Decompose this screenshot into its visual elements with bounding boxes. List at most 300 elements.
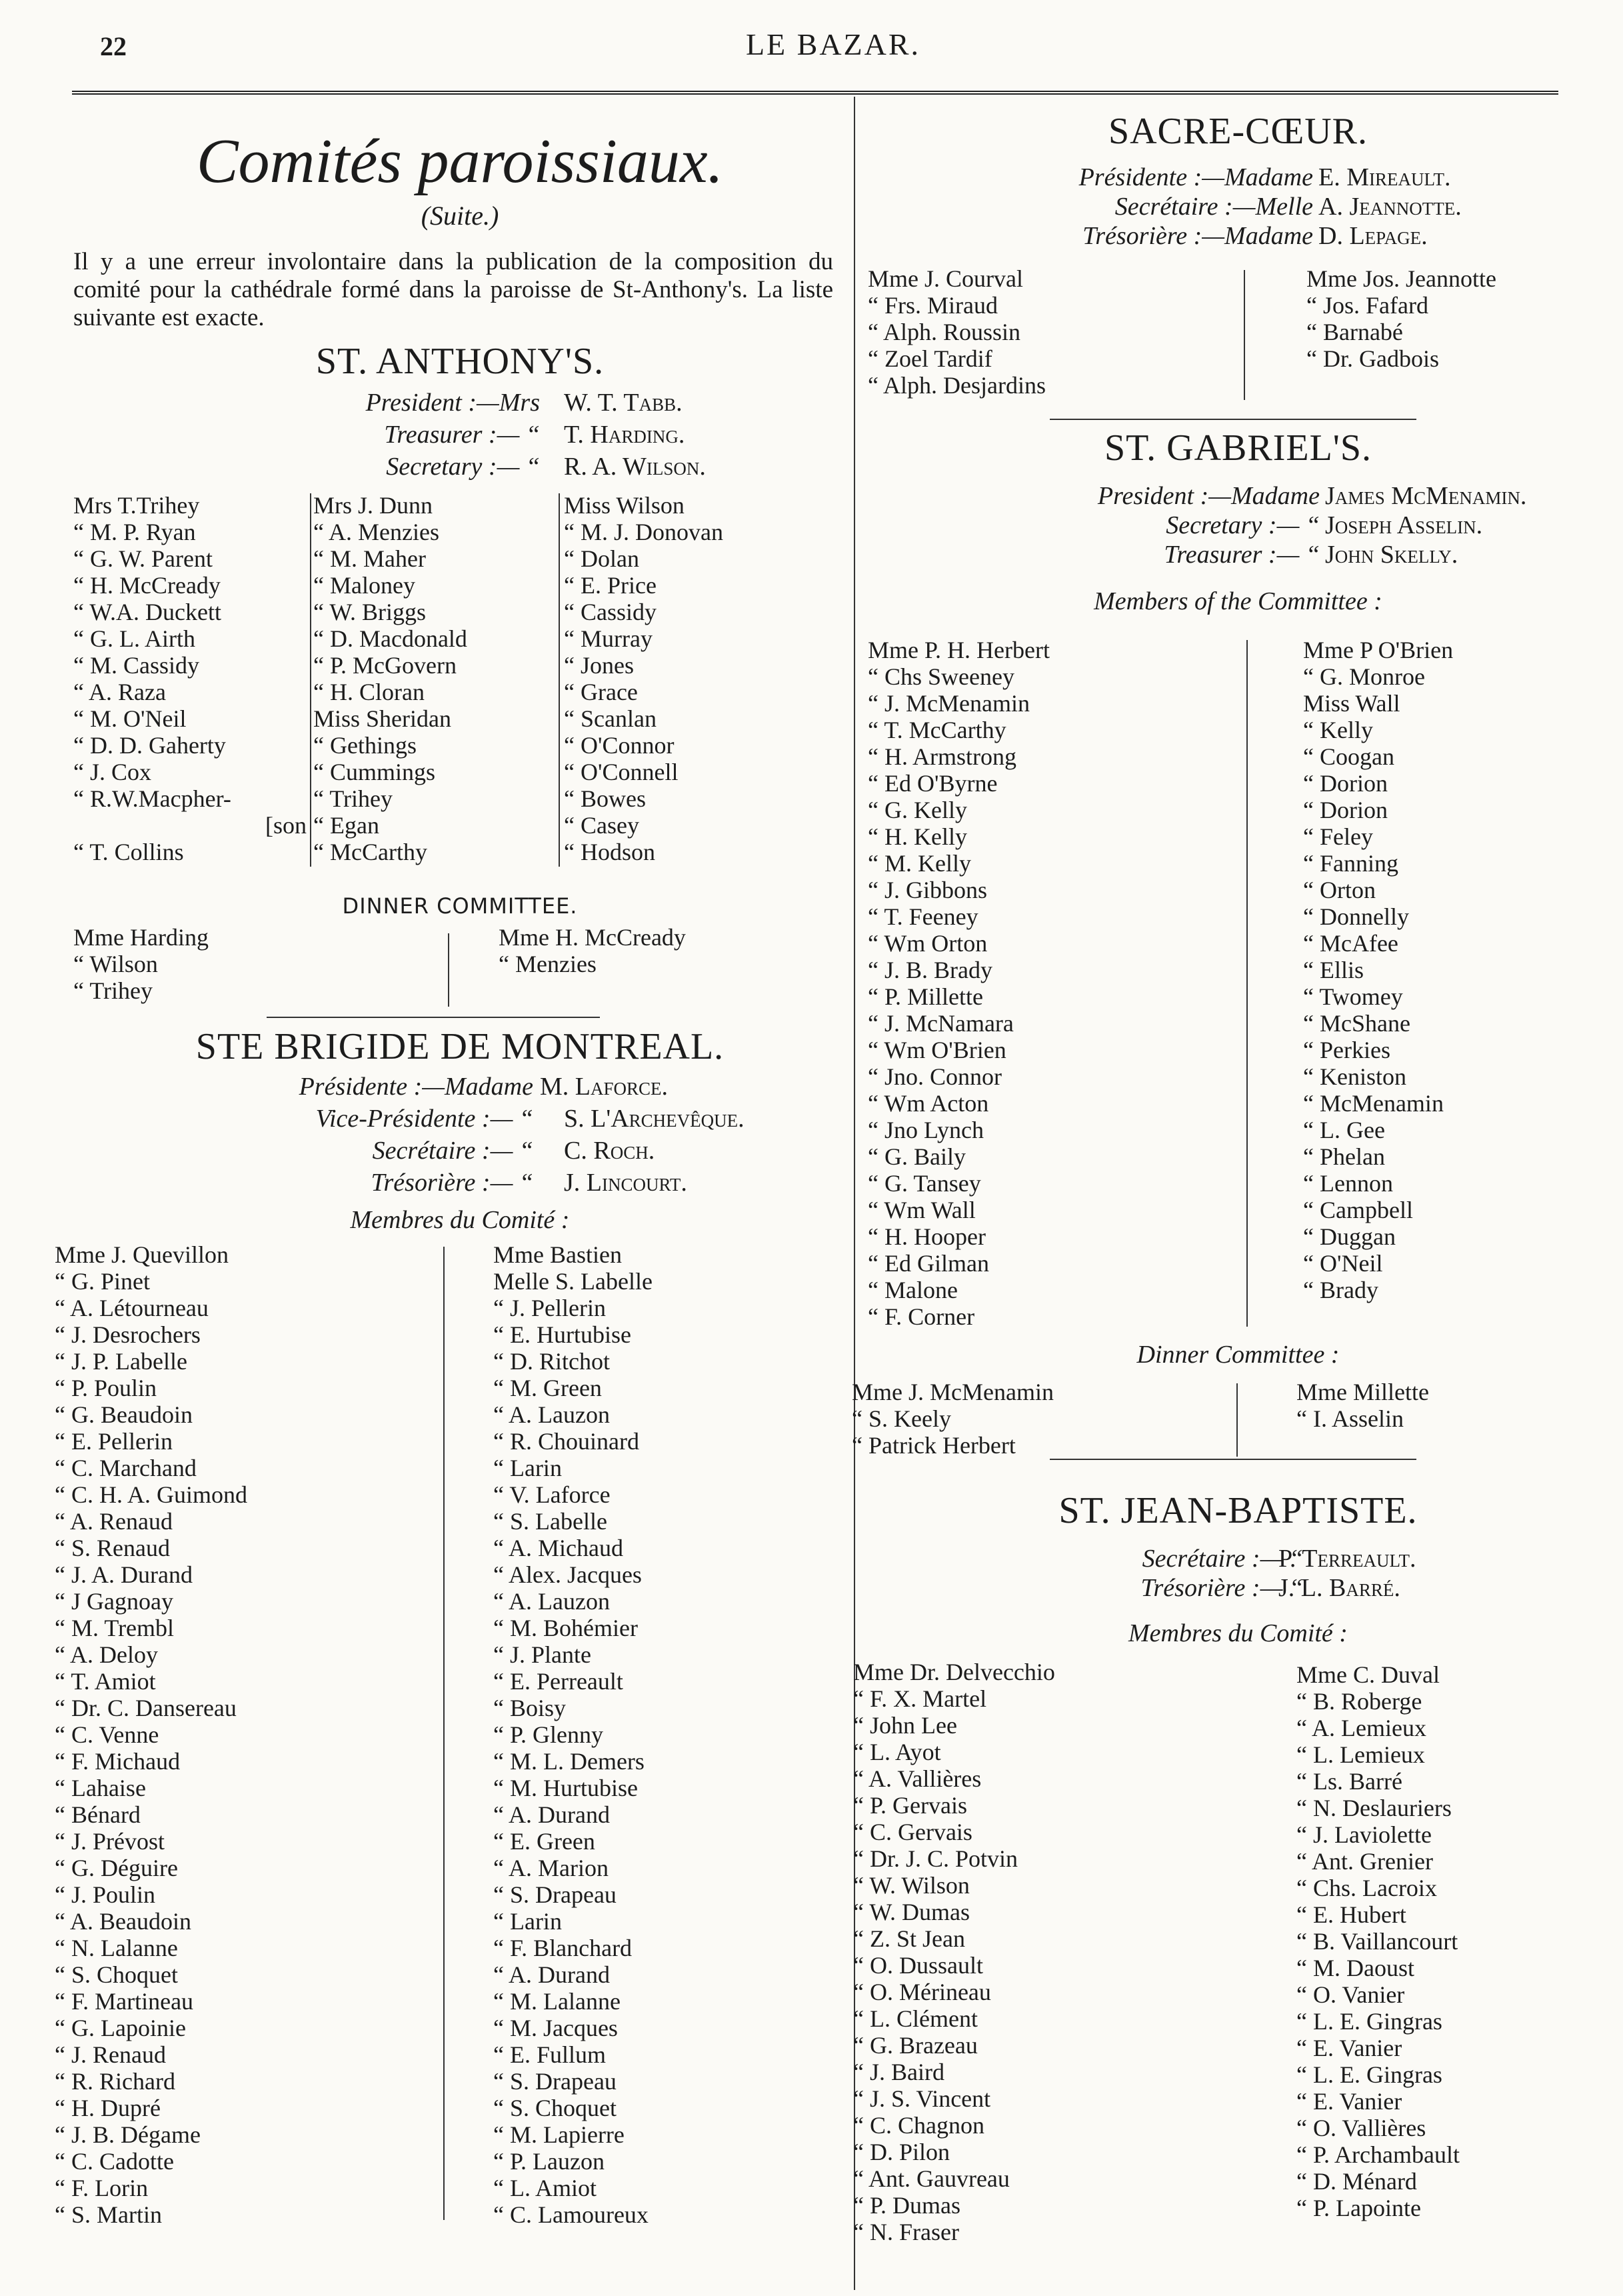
member-entry: “ B. Roberge (1296, 1688, 1422, 1715)
member-entry: “ J. McNamara (868, 1010, 1014, 1037)
member-entry: “ Fanning (1303, 850, 1398, 877)
member-entry: Miss Wall (1303, 690, 1400, 717)
officer-name: W. T. Tabb. (564, 389, 683, 417)
list-divider (448, 933, 449, 1007)
member-entry: “ P. Poulin (55, 1375, 157, 1401)
officer-row (860, 511, 1616, 540)
officer-role: Treasurer :— “ (1164, 541, 1320, 569)
list-divider (1244, 270, 1245, 400)
officers-ste-brigide (73, 1072, 846, 1200)
member-entry: Mrs J. Dunn (313, 492, 433, 519)
member-entry: “ Kelly (1303, 717, 1373, 743)
officer-row (860, 163, 1616, 192)
member-entry: “ N. Lalanne (55, 1935, 178, 1961)
member-entry: “ H. Hooper (868, 1223, 986, 1250)
section-rule (1050, 419, 1416, 420)
member-entry: “ R.W.Macpher- (73, 785, 231, 812)
member-entry: “ L. Clément (853, 2005, 978, 2032)
member-entry: “ N. Fraser (853, 2219, 959, 2245)
officer-role: Trésorière :— “ (371, 1169, 533, 1197)
member-entry: Mme J. Quevillon (55, 1241, 229, 1268)
member-entry: “ P. Lauzon (493, 2148, 605, 2175)
member-entry: “ D. Macdonald (313, 625, 467, 652)
member-entry: “ A. Raza (73, 679, 166, 705)
member-entry: “ Alex. Jacques (493, 1561, 642, 1588)
member-entry: “ Patrick Herbert (852, 1432, 1016, 1459)
officer-role: Présidente :—Madame (299, 1073, 533, 1101)
member-entry: “ Boisy (493, 1695, 567, 1721)
member-entry: “ Ant. Grenier (1296, 1848, 1433, 1875)
member-entry: “ McMenamin (1303, 1090, 1444, 1117)
list-divider (443, 1247, 445, 2220)
officer-name: C. Roch. (564, 1137, 655, 1165)
member-entry: “ Cassidy (564, 599, 657, 625)
member-entry: “ G. W. Parent (73, 545, 213, 572)
officers-sacre-coeur (860, 163, 1616, 251)
dinner-committee-title-st-gabriel: Dinner Committee : (1136, 1341, 1340, 1369)
member-entry: “ Casey (564, 812, 639, 839)
member-entry: Mrs T.Trihey (73, 492, 200, 519)
member-entry: “ T. McCarthy (868, 717, 1006, 743)
member-entry: “ Wilson (73, 951, 158, 977)
members-title-st-gabriel: Members of the Committee : (1094, 587, 1382, 615)
member-entry: “ J. Renaud (55, 2041, 166, 2068)
member-entry: “ Coogan (1303, 743, 1394, 770)
member-entry: “ M. J. Donovan (564, 519, 723, 545)
members-title-ste-brigide: Membres du Comité : (350, 1206, 570, 1234)
member-entry: “ A. Michaud (493, 1535, 623, 1561)
member-entry: “ C. H. A. Guimond (55, 1481, 248, 1508)
officer-row (73, 1168, 846, 1200)
member-entry: “ Cummings (313, 759, 436, 785)
member-entry: Mme J. Courval (868, 265, 1023, 292)
member-entry: “ Larin (493, 1908, 562, 1935)
officer-name: S. L'Archevêque. (564, 1105, 745, 1133)
member-entry: “ P. Lapointe (1296, 2195, 1421, 2221)
member-entry: “ R. Richard (55, 2068, 175, 2095)
member-entry: “ F. Blanchard (493, 1935, 633, 1961)
member-entry: “ B. Vaillancourt (1296, 1928, 1458, 1955)
member-entry: “ E. Hubert (1296, 1901, 1406, 1928)
dinner-list-st-gabriel-right (1296, 1379, 1603, 1432)
member-entry: “ D. D. Gaherty (73, 732, 226, 759)
member-entry: Mme J. McMenamin (852, 1379, 1054, 1405)
officer-role: Treasurer :— “ (384, 421, 540, 449)
subtitle: (Suite.) (421, 201, 499, 231)
member-entry: “ Ellis (1303, 957, 1364, 983)
member-entry: “ A. Renaud (55, 1508, 173, 1535)
member-entry: “ S. Labelle (493, 1508, 607, 1535)
member-entry: “ H. McCready (73, 572, 221, 599)
member-entry: Mme C. Duval (1296, 1661, 1440, 1688)
officers-st-anthony (73, 388, 846, 484)
officer-name: T. Harding. (564, 421, 685, 449)
member-entry: “ A. Létourneau (55, 1295, 209, 1321)
member-entry: “ O. Dussault (853, 1952, 983, 1979)
member-entry: “ L. E. Gingras (1296, 2008, 1442, 2035)
officer-row (860, 540, 1616, 569)
officer-name: E. Mireault. (1318, 163, 1451, 191)
member-entry: Mme Millette (1296, 1379, 1429, 1405)
section-heading-st-anthony: ST. ANTHONY'S. (315, 341, 605, 382)
member-entry: “ P. Dumas (853, 2192, 960, 2219)
member-entry: Miss Wilson (564, 492, 685, 519)
member-entry: “ G. Tansey (868, 1170, 981, 1197)
member-entry: “ L. Lemieux (1296, 1741, 1425, 1768)
member-entry: “ C. Venne (55, 1721, 159, 1748)
member-entry: “ L. Gee (1303, 1117, 1385, 1143)
officer-name: James McMenamin. (1325, 482, 1527, 510)
member-entry: “ Jones (564, 652, 634, 679)
officer-role: Vice-Présidente :— “ (315, 1105, 533, 1133)
member-entry: “ E. Perreault (493, 1668, 623, 1695)
member-entry: “ O'Neil (1303, 1250, 1383, 1277)
member-entry: [son (265, 812, 307, 839)
member-entry: “ Ed O'Byrne (868, 770, 998, 797)
officer-role: Secretary :— “ (1166, 511, 1320, 539)
member-entry: “ W.A. Duckett (73, 599, 221, 625)
officer-name: J. Lincourt. (564, 1169, 687, 1197)
member-entry: “ Dolan (564, 545, 639, 572)
member-entry: “ M. Daoust (1296, 1955, 1414, 1981)
member-entry: “ Zoel Tardif (868, 345, 992, 372)
member-entry: “ S. Choquet (55, 1961, 178, 1988)
member-entry: “ J. Cox (73, 759, 151, 785)
member-entry: “ M. Hurtubise (493, 1775, 638, 1801)
member-entry: “ M. Lapierre (493, 2121, 625, 2148)
member-entry: “ Malone (868, 1277, 958, 1303)
officer-role: Présidente :—Madame (1078, 163, 1313, 191)
member-entry: “ H. Cloran (313, 679, 425, 705)
member-entry: “ I. Asselin (1296, 1405, 1404, 1432)
member-entry: “ Lahaise (55, 1775, 146, 1801)
officer-name: R. A. Wilson. (564, 453, 706, 481)
member-entry: “ Bénard (55, 1801, 141, 1828)
member-entry: “ Larin (493, 1455, 562, 1481)
member-entry: “ J. McMenamin (868, 690, 1030, 717)
member-entry: “ C. Gervais (853, 1819, 972, 1845)
member-entry: “ M. Green (493, 1375, 602, 1401)
member-entry: “ J. B. Dégame (55, 2121, 201, 2148)
member-entry: “ D. Pilon (853, 2139, 950, 2165)
member-entry: “ J Gagnoay (55, 1588, 173, 1615)
member-entry: “ W. Dumas (853, 1899, 970, 1925)
member-entry: “ Dorion (1303, 770, 1388, 797)
officer-name: A. Jeannotte. (1318, 193, 1462, 221)
member-entry: “ M. Lalanne (493, 1988, 621, 2015)
member-entry: “ Scanlan (564, 705, 657, 732)
member-entry: “ Z. St Jean (853, 1925, 965, 1952)
member-entry: “ M. O'Neil (73, 705, 187, 732)
members-list-st-anthony-3 (564, 492, 837, 865)
member-entry: “ G. Baily (868, 1143, 966, 1170)
member-entry: “ R. Chouinard (493, 1428, 639, 1455)
member-entry: “ Jno Lynch (868, 1117, 984, 1143)
member-entry: “ J. Laviolette (1296, 1821, 1432, 1848)
member-entry: “ Dorion (1303, 797, 1388, 823)
member-entry: “ A. Deloy (55, 1641, 158, 1668)
member-entry: “ F. X. Martel (853, 1685, 987, 1712)
members-list-st-gabriel-1 (868, 637, 1241, 1330)
member-entry: “ L. Amiot (493, 2175, 597, 2201)
officer-row (860, 221, 1616, 251)
member-entry: Mme Bastien (493, 1241, 622, 1268)
member-entry: “ A. Durand (493, 1801, 610, 1828)
member-entry: “ D. Ritchot (493, 1348, 610, 1375)
member-entry: “ Trihey (313, 785, 393, 812)
member-entry: “ P. Glenny (493, 1721, 603, 1748)
officer-name: J. L. Barré. (1278, 1574, 1400, 1602)
member-entry: “ McAfee (1303, 930, 1398, 957)
officer-row (860, 192, 1616, 221)
member-entry: “ H. Armstrong (868, 743, 1016, 770)
member-entry: “ Feley (1303, 823, 1373, 850)
member-entry: “ M. Kelly (868, 850, 971, 877)
officer-name: Joseph Asselin. (1325, 511, 1483, 539)
member-entry: “ P. McGovern (313, 652, 457, 679)
members-list-st-gabriel-2 (1303, 637, 1610, 1303)
member-entry: “ O'Connell (564, 759, 679, 785)
member-entry: “ G. Pinet (55, 1268, 150, 1295)
member-entry: “ Wm Acton (868, 1090, 989, 1117)
member-entry: “ G. Beaudoin (55, 1401, 193, 1428)
running-title: LE BAZAR. (745, 27, 921, 61)
member-entry: “ McCarthy (313, 839, 427, 865)
member-entry: “ A. Vallières (853, 1765, 982, 1792)
officer-row (860, 481, 1616, 511)
member-entry: “ Wm Orton (868, 930, 988, 957)
section-rule (1050, 1459, 1416, 1460)
member-entry: Mme P O'Brien (1303, 637, 1454, 663)
member-entry: “ S. Drapeau (493, 1881, 617, 1908)
member-entry: “ S. Martin (55, 2201, 162, 2228)
member-entry: “ G. Kelly (868, 797, 967, 823)
member-entry: “ P. Archambault (1296, 2141, 1460, 2168)
members-list-st-jean-baptiste-2 (1296, 1661, 1610, 2221)
officer-name: M. Laforce. (540, 1073, 669, 1101)
officer-row (860, 1573, 1616, 1603)
header-rule (72, 91, 1558, 95)
member-entry: “ E. Vanier (1296, 2035, 1402, 2061)
list-divider (310, 493, 311, 867)
member-entry: “ Lennon (1303, 1170, 1393, 1197)
member-entry: “ J. B. Brady (868, 957, 992, 983)
officer-role: Trésorière :— “ (1140, 1574, 1303, 1602)
member-entry: “ Maloney (313, 572, 415, 599)
members-list-ste-brigide-2 (493, 1241, 840, 2228)
officer-row (73, 452, 846, 484)
officer-row (73, 388, 846, 420)
member-entry: “ Grace (564, 679, 638, 705)
officer-role: President :—Mrs (365, 389, 540, 417)
page-number: 22 (100, 31, 127, 61)
officer-name: P. Terreault. (1278, 1545, 1416, 1573)
member-entry: “ C. Marchand (55, 1455, 197, 1481)
member-entry: “ Phelan (1303, 1143, 1385, 1170)
member-entry: Miss Sheridan (313, 705, 451, 732)
member-entry: “ J. Baird (853, 2059, 944, 2085)
member-entry: “ F. Corner (868, 1303, 975, 1330)
list-divider (1236, 1383, 1238, 1457)
member-entry: “ Donnelly (1303, 903, 1409, 930)
member-entry: “ T. Amiot (55, 1668, 156, 1695)
member-entry: “ J. Plante (493, 1641, 591, 1668)
member-entry: “ C. Lamoureux (493, 2201, 649, 2228)
member-entry: “ F. Michaud (55, 1748, 181, 1775)
officer-role: Secrétaire :— “ (1142, 1545, 1303, 1573)
section-heading-sacre-coeur: SACRE-CŒUR. (1108, 111, 1368, 152)
member-entry: “ M. Cassidy (73, 652, 199, 679)
member-entry: “ Ed Gilman (868, 1250, 989, 1277)
member-entry: “ G. L. Airth (73, 625, 195, 652)
member-entry: “ G. Lapoinie (55, 2015, 186, 2041)
member-entry: “ M. Maher (313, 545, 426, 572)
member-entry: “ M. L. Demers (493, 1748, 645, 1775)
officer-role: Secrétaire :—Melle (1114, 193, 1313, 221)
member-entry: “ W. Briggs (313, 599, 427, 625)
member-entry: “ Wm O'Brien (868, 1037, 1006, 1063)
officer-name: D. Lepage. (1318, 222, 1428, 250)
members-list-sacre-coeur-1 (868, 265, 1228, 399)
member-entry: “ A. Lauzon (493, 1401, 610, 1428)
member-entry: “ S. Renaud (55, 1535, 170, 1561)
dinner-committee-title: DINNER COMMITTEE. (342, 893, 578, 919)
member-entry: “ H. Dupré (55, 2095, 161, 2121)
member-entry: “ S. Choquet (493, 2095, 617, 2121)
member-entry: “ John Lee (853, 1712, 957, 1739)
member-entry: “ W. Wilson (853, 1872, 970, 1899)
member-entry: “ Alph. Roussin (868, 319, 1021, 345)
member-entry: “ Campbell (1303, 1197, 1413, 1223)
member-entry: “ M. Trembl (55, 1615, 175, 1641)
officer-row (860, 1544, 1616, 1573)
member-entry: “ M. P. Ryan (73, 519, 196, 545)
list-divider (1246, 640, 1248, 1327)
member-entry: “ Dr. C. Dansereau (55, 1695, 237, 1721)
member-entry: “ McShane (1303, 1010, 1410, 1037)
member-entry: “ Barnabé (1306, 319, 1403, 345)
member-entry: “ O. Vallières (1296, 2115, 1426, 2141)
member-entry: “ H. Kelly (868, 823, 967, 850)
members-list-sacre-coeur-2 (1306, 265, 1613, 372)
dinner-list-st-gabriel-left (852, 1379, 1225, 1459)
member-entry: “ Keniston (1303, 1063, 1406, 1090)
member-entry: “ C. Cadotte (55, 2148, 174, 2175)
section-rule (267, 1017, 600, 1018)
member-entry: “ A. Lemieux (1296, 1715, 1426, 1741)
member-entry: Mme Jos. Jeannotte (1306, 265, 1496, 292)
member-entry: “ Jos. Fafard (1306, 292, 1428, 319)
member-entry: “ C. Chagnon (853, 2112, 984, 2139)
members-list-st-jean-baptiste-1 (853, 1659, 1253, 2245)
member-entry: “ Trihey (73, 977, 153, 1004)
member-entry: “ A. Lauzon (493, 1588, 610, 1615)
member-entry: “ L. E. Gingras (1296, 2061, 1442, 2088)
page-title: Comités paroissiaux. (196, 127, 724, 196)
member-entry: “ G. Déguire (55, 1855, 178, 1881)
member-entry: “ G. Monroe (1303, 663, 1425, 690)
member-entry: “ M. Jacques (493, 2015, 618, 2041)
member-entry: “ T. Collins (73, 839, 184, 865)
member-entry: “ E. Pellerin (55, 1428, 173, 1455)
member-entry: “ J. A. Durand (55, 1561, 193, 1588)
member-entry: “ Orton (1303, 877, 1376, 903)
member-entry: “ Hodson (564, 839, 655, 865)
member-entry: “ A. Menzies (313, 519, 439, 545)
member-entry: Mme H. McCready (499, 924, 686, 951)
member-entry: Mme P. H. Herbert (868, 637, 1050, 663)
officer-role: Secrétaire :— “ (372, 1137, 533, 1165)
member-entry: “ E. Hurtubise (493, 1321, 631, 1348)
member-entry: “ M. Bohémier (493, 1615, 638, 1641)
member-entry: “ Perkies (1303, 1037, 1390, 1063)
member-entry: “ Frs. Miraud (868, 292, 998, 319)
member-entry: “ O. Vanier (1296, 1981, 1405, 2008)
member-entry: “ E. Fullum (493, 2041, 606, 2068)
members-title-st-jean-baptiste: Membres du Comité : (1128, 1619, 1348, 1647)
officer-row (73, 1104, 846, 1136)
member-entry: “ J. Desrochers (55, 1321, 201, 1348)
member-entry: “ Bowes (564, 785, 646, 812)
member-entry: “ Twomey (1303, 983, 1403, 1010)
member-entry: “ Alph. Desjardins (868, 372, 1046, 399)
member-entry: “ V. Laforce (493, 1481, 611, 1508)
officer-role: Trésorière :—Madame (1082, 222, 1313, 250)
officer-name: John Skelly. (1325, 541, 1458, 569)
member-entry: “ A. Marion (493, 1855, 609, 1881)
member-entry: Mme Dr. Delvecchio (853, 1659, 1055, 1685)
officer-row (73, 1072, 846, 1104)
officer-row (73, 1136, 846, 1168)
member-entry: Mme Harding (73, 924, 209, 951)
member-entry: “ F. Lorin (55, 2175, 149, 2201)
list-divider (559, 493, 560, 867)
member-entry: “ A. Beaudoin (55, 1908, 191, 1935)
member-entry: “ S. Keely (852, 1405, 951, 1432)
member-entry: “ E. Green (493, 1828, 595, 1855)
section-heading-st-gabriel: ST. GABRIEL'S. (1104, 427, 1372, 469)
member-entry: “ J. Pellerin (493, 1295, 606, 1321)
member-entry: “ E. Price (564, 572, 657, 599)
member-entry: Melle S. Labelle (493, 1268, 653, 1295)
officer-row (73, 420, 846, 452)
member-entry: “ J. Poulin (55, 1881, 156, 1908)
member-entry: “ Chs Sweeney (868, 663, 1014, 690)
member-entry: “ J. Prévost (55, 1828, 165, 1855)
member-entry: “ Gethings (313, 732, 417, 759)
member-entry: “ O. Mérineau (853, 1979, 991, 2005)
member-entry: “ S. Drapeau (493, 2068, 617, 2095)
member-entry: “ Dr. J. C. Potvin (853, 1845, 1018, 1872)
member-entry: “ Ant. Gauvreau (853, 2165, 1010, 2192)
members-list-st-anthony-1 (73, 492, 307, 865)
intro-paragraph: Il y a une erreur involontaire dans la publication de la composition du comité pour la cathédrale formé dans la paroisse de St-Anthony's. La liste suivante est exacte. (73, 248, 833, 331)
member-entry: “ E. Vanier (1296, 2088, 1402, 2115)
member-entry: “ F. Martineau (55, 1988, 194, 2015)
dinner-list-right (499, 924, 805, 977)
member-entry: “ Murray (564, 625, 653, 652)
officers-st-jean-baptiste (860, 1544, 1616, 1603)
member-entry: “ L. Ayot (853, 1739, 941, 1765)
member-entry: “ Egan (313, 812, 379, 839)
member-entry: “ Chs. Lacroix (1296, 1875, 1437, 1901)
officers-st-gabriel (860, 481, 1616, 569)
dinner-list-left (73, 924, 340, 1004)
members-list-st-anthony-2 (313, 492, 560, 865)
member-entry: “ J. Gibbons (868, 877, 987, 903)
member-entry: “ Ls. Barré (1296, 1768, 1402, 1795)
member-entry: “ Menzies (499, 951, 597, 977)
